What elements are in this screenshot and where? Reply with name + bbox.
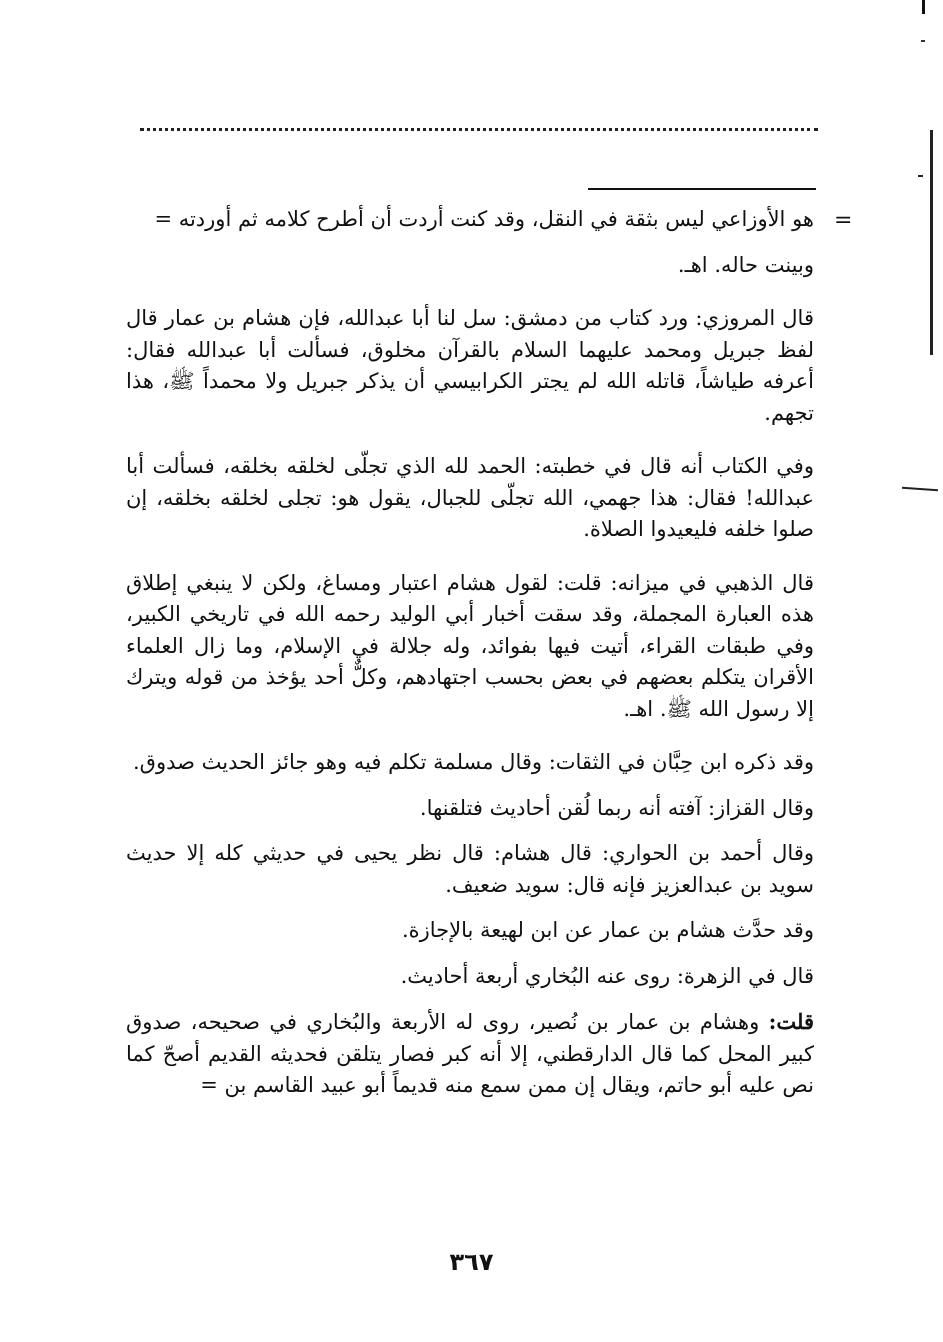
paragraph: قال في الزهرة: روى عنه البُخاري أربعة أحاديث. bbox=[400, 963, 814, 988]
dotted-separator bbox=[140, 128, 818, 131]
paragraph: وقال أحمد بن الحواري: قال هشام: قال نظر يحيى في حديثي كله إلا حديث سويد بن عبدالعزيز فإنه قال: سويد ضعيف. bbox=[126, 841, 814, 897]
page-edge-mark bbox=[922, 0, 925, 14]
page-edge-mark bbox=[921, 40, 925, 42]
paragraph: وقد حدَّث هشام بن عمار عن ابن لهيعة بالإجازة. bbox=[401, 918, 814, 942]
paragraph: وفي الكتاب أنه قال في خطبته: الحمد لله الذي تجلّى لخلقه بخلقه، فسألت أبا عبدالله! فقال: هذا جهمي، الله تجلّى للجبال، يقول هو: تجلى لخلقه بخلقه، إن صلوا خلفه فليعيدوا الصلاة. bbox=[126, 454, 814, 541]
paragraph: وقال القزاز: آفته أنه ربما لُقن أحاديث فتلقنها. bbox=[419, 795, 814, 820]
continuation-marker: = bbox=[834, 208, 853, 233]
paragraph-final bbox=[126, 1006, 814, 1102]
paragraph: وبينت حاله. اهـ. bbox=[677, 252, 814, 277]
paragraph: هو الأوزاعي ليس بثقة في النقل، وقد كنت أردت أن أطرح كلامه ثم أوردته = bbox=[154, 207, 814, 231]
page-edge-bar bbox=[930, 130, 933, 355]
page-edge-dash bbox=[902, 487, 938, 492]
page-edge-mark bbox=[918, 175, 923, 177]
paragraph: قال المروزي: ورد كتاب من دمشق: سل لنا أبا عبدالله، فإن هشام بن عمار قال لفظ جبريل ومحمد عليهما السلام بالقرآن مخلوق، فسألت أبا عبدالله فقال: أعرفه طياشاً، قاتله الله لم يجتر الكرابيسي أن يذكر جبريل ولا محمداً ﷺ، هذا تجهم. bbox=[126, 306, 814, 425]
page-number: ٣٦٧ bbox=[449, 1248, 494, 1276]
lead-word: قلت: bbox=[768, 1009, 814, 1034]
paragraph-text: وهشام بن عمار بن نُصير، روى له الأربعة والبُخاري في صحيحه، صدوق كبير المحل كما قال الدارقطني، إلا أنه كبر فصار يتلقن فحديثه القديم أصحّ كما نص عليه أبو حاتم، ويقال إن ممن سمع منه قديماً أبو عبيد القاسم بن = bbox=[126, 1010, 814, 1097]
paragraph: وقد ذكره ابن حِبَّان في الثقات: وقال مسلمة تكلم فيه وهو جائز الحديث صدوق. bbox=[133, 750, 814, 774]
main-text bbox=[126, 204, 814, 1124]
paragraph: قال الذهبي في ميزانه: قلت: لقول هشام اعتبار ومساغ، ولكن لا ينبغي إطلاق هذه العبارة المجملة، وقد سقت أخبار أبي الوليد رحمه الله في تاريخي الكبير، وفي طبقات القراء، أتيت فيها بفوائد، وله جلالة في الإسلام، وما زال العلماء الأقران يتكلم بعضهم في بعض بحسب اجتهادهم، وكلٌّ أحد يؤخذ من قوله ويترك إلا رسول الله ﷺ. اهـ. bbox=[126, 570, 814, 721]
footnote-rule bbox=[588, 188, 816, 190]
